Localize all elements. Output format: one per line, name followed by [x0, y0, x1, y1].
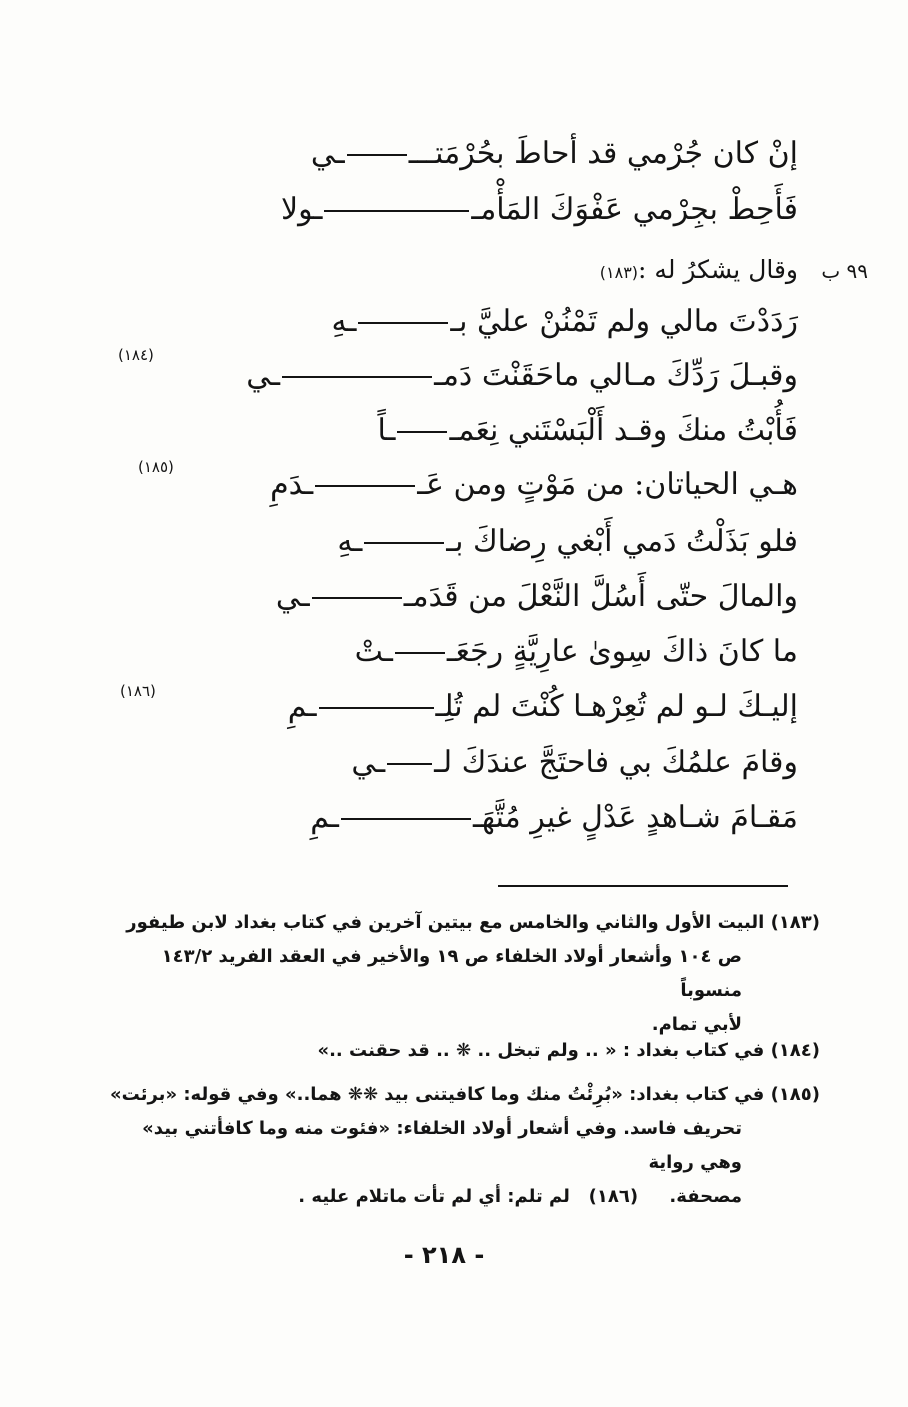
verse-text: فلو بَذَلْتُ دَمي أَبْغي رِضاكَ بـ [446, 524, 798, 559]
tatweel [312, 597, 402, 599]
verse-text: إنْ كان جُرْمي قد أحاطَ بحُرْمَتـــ [408, 136, 798, 171]
verse-text: هـي الحياتان: من مَوْتٍ ومن عَـ [417, 467, 798, 502]
footnote-ref: (١٨٦) [120, 682, 156, 700]
footnote [110, 1078, 820, 1214]
tatweel [358, 322, 448, 324]
footnote-line [110, 1112, 820, 1180]
tatweel [347, 154, 407, 156]
verse-text: والمالَ حتّى أَسُلَّ النَّعْلَ من قَدَمـ [403, 579, 798, 614]
intro-text: وقال يشكرُ له : [638, 255, 798, 284]
tatweel [324, 210, 469, 212]
verse-end: ـي [310, 136, 345, 171]
verse-text: إليـكَ لـو لم تُعِرْهـا كُنْتَ لم تُلِـ [435, 689, 798, 724]
footnote [110, 1034, 820, 1068]
verse-end: ـي [275, 579, 310, 614]
footnote [110, 906, 820, 1042]
verse-end: ـي [246, 358, 281, 393]
tatweel [387, 763, 432, 765]
verse-text: مَقـامَ شـاهدٍ عَدْلٍ غيرِ مُتَّهَـ [472, 800, 798, 835]
intro-line [600, 254, 798, 289]
footnote-line [110, 1034, 820, 1068]
footnote-text: تحريف فاسد. وفي أشعار أولاد الخلفاء: «فئوت منه وما كافأتني بيد» وهي رواية [142, 1118, 742, 1173]
verse-text: فَأَحِطْ بجِرْمي عَفْوَكَ المَأْمـ [471, 192, 798, 227]
verse-line [311, 134, 798, 174]
verse-end: ـهِ [331, 304, 357, 339]
tatweel [282, 376, 432, 378]
footnote-separator [498, 885, 788, 887]
footnote-text: في كتاب بغداد: «بُرِئْتُ منك وما كافيتنى بيد ❋❋ هما..» وفي قوله: «برئت» [110, 1084, 765, 1105]
footnote-line [110, 906, 820, 940]
verse-line [246, 356, 798, 396]
tatweel [395, 652, 445, 654]
footnote-number: (١٨٥) [770, 1084, 820, 1105]
tatweel [341, 818, 471, 820]
footnote-number: (١٨٣) [770, 912, 820, 933]
verse-end: ـهِ [337, 524, 363, 559]
verse-line [351, 743, 798, 783]
footnote-text: ص ١٠٤ وأشعار أولاد الخلفاء ص ١٩ والأخير في العقد الفريد ١٤٣/٢ منسوباً [161, 946, 742, 1001]
margin-note: ٩٩ ب [821, 259, 868, 283]
footnote-text: البيت الأول والثاني والخامس مع بيتين آخرين في كتاب بغداد لابن طيفور [126, 912, 765, 933]
verse-line [331, 302, 798, 342]
footnote-text: في كتاب بغداد : « .. ولم تبخل .. ❋ .. قد حقنت ..» [317, 1040, 765, 1061]
verse-end: ـدَمِ [270, 467, 314, 502]
tatweel [364, 542, 444, 544]
verse-line [337, 522, 798, 562]
verse-line [281, 190, 798, 230]
verse-end: ـي [351, 745, 386, 780]
footnote-text: لأبي تمام. [651, 1014, 742, 1035]
verse-end: ـمِ [310, 800, 339, 835]
page-number: - ٢١٨ - [403, 1241, 485, 1269]
footnote-line [110, 1180, 820, 1214]
verse-end: ـتْ [354, 634, 393, 669]
footnote-number: (١٨٤) [770, 1040, 820, 1061]
footnote-text: مصحفة. (١٨٦) لم تلم: أي لم تأت ماتلام عليه . [298, 1186, 742, 1207]
verse-line [378, 411, 799, 451]
verse-end: ـمِ [287, 689, 317, 724]
verse-line [355, 632, 798, 672]
verse-line [276, 577, 798, 617]
footnote-ref: (١٨٥) [138, 458, 174, 476]
verse-end: ـولا [281, 192, 323, 227]
verse-text: وقامَ علمُكَ بي فاحتَجَّ عندَكَ لـ [434, 745, 798, 780]
verse-text: فَأُبْتُ منكَ وقـد أَلْبَسْتَني نِعَمـ [449, 413, 798, 448]
footnote-ref: (١٨٤) [118, 346, 154, 364]
footnote-line [110, 1078, 820, 1112]
verse-end: ـاً [377, 413, 396, 448]
verse-text: رَدَدْتَ مالي ولم تَمْنُنْ عليَّ بـ [450, 304, 798, 339]
tatweel [397, 431, 447, 433]
tatweel [319, 707, 434, 709]
verse-line [310, 798, 798, 838]
verse-text: وقبـلَ رَدِّكَ مـالي ماحَقَنْتَ دَمـ [434, 358, 798, 393]
verse-line [270, 465, 798, 505]
tatweel [315, 485, 415, 487]
verse-line [288, 687, 798, 727]
intro-ref: (١٨٣) [599, 263, 639, 282]
footnote-line [110, 940, 820, 1008]
verse-text: ما كانَ ذاكَ سِوىٰ عارِيَّةٍ رجَعَـ [446, 634, 798, 669]
